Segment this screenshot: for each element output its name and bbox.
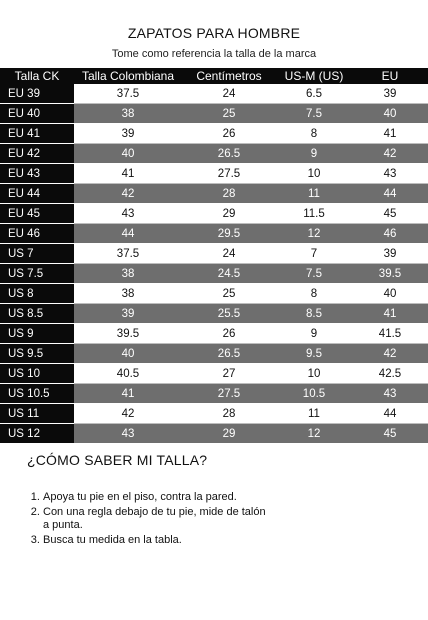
- table-cell: 40: [352, 284, 428, 304]
- table-cell: 27.5: [182, 164, 276, 184]
- row-header-cell: EU 45: [0, 204, 74, 224]
- row-header-cell: US 9: [0, 324, 74, 344]
- column-header: Talla CK: [0, 68, 74, 84]
- table-cell: 42: [352, 144, 428, 164]
- table-cell: 25: [182, 104, 276, 124]
- table-cell: 37.5: [74, 244, 182, 264]
- table-cell: 39.5: [74, 324, 182, 344]
- table-row: [0, 104, 428, 124]
- table-header-row: [0, 68, 428, 84]
- table-cell: 28: [182, 404, 276, 424]
- table-cell: 29: [182, 424, 276, 444]
- table-cell: 8: [276, 124, 352, 144]
- column-header: US-M (US): [276, 68, 352, 84]
- table-cell: 39.5: [352, 264, 428, 284]
- table-row: [0, 224, 428, 244]
- table-row: [0, 424, 428, 444]
- table-cell: 24: [182, 244, 276, 264]
- table-cell: 41: [352, 304, 428, 324]
- table-cell: 24: [182, 84, 276, 104]
- row-header-cell: US 10: [0, 364, 74, 384]
- table-cell: 27.5: [182, 384, 276, 404]
- table-cell: 11: [276, 184, 352, 204]
- table-cell: 7: [276, 244, 352, 264]
- table-cell: 12: [276, 224, 352, 244]
- table-row: [0, 304, 428, 324]
- table-cell: 41.5: [352, 324, 428, 344]
- table-cell: 26: [182, 324, 276, 344]
- table-cell: 43: [352, 164, 428, 184]
- table-cell: 38: [74, 264, 182, 284]
- page-title: ZAPATOS PARA HOMBRE: [127, 25, 301, 41]
- page-subtitle: Tome como referencia la talla de la marca: [111, 48, 317, 60]
- table-cell: 44: [352, 184, 428, 204]
- list-item: 1. Apoya tu pie en el piso, contra la pared.: [43, 491, 273, 504]
- row-header-cell: US 8: [0, 284, 74, 304]
- row-header-cell: US 7: [0, 244, 74, 264]
- table-row: [0, 184, 428, 204]
- table-row: [0, 204, 428, 224]
- table-cell: 45: [352, 424, 428, 444]
- table-cell: 40: [74, 344, 182, 364]
- table-cell: 40: [352, 104, 428, 124]
- table-cell: 42: [352, 344, 428, 364]
- table-cell: 39: [352, 84, 428, 104]
- row-header-cell: EU 44: [0, 184, 74, 204]
- table-cell: 11: [276, 404, 352, 424]
- table-cell: 38: [74, 284, 182, 304]
- row-header-cell: EU 43: [0, 164, 74, 184]
- table-row: [0, 384, 428, 404]
- table-cell: 9: [276, 324, 352, 344]
- table-cell: 7.5: [276, 104, 352, 124]
- table-cell: 40: [74, 144, 182, 164]
- table-cell: 10.5: [276, 384, 352, 404]
- table-row: [0, 164, 428, 184]
- column-header: EU: [352, 68, 428, 84]
- table-cell: 29: [182, 204, 276, 224]
- howto-steps: [27, 491, 273, 549]
- size-table: [0, 68, 428, 444]
- table-cell: 39: [74, 124, 182, 144]
- list-item: 3. Busca tu medida en la tabla.: [43, 534, 273, 547]
- table-cell: 42: [74, 404, 182, 424]
- table-row: [0, 84, 428, 104]
- howto-heading: ¿CÓMO SABER MI TALLA?: [27, 452, 208, 468]
- table-cell: 42.5: [352, 364, 428, 384]
- table-cell: 27: [182, 364, 276, 384]
- table-cell: 39: [74, 304, 182, 324]
- table-cell: 11.5: [276, 204, 352, 224]
- table-cell: 44: [352, 404, 428, 424]
- table-cell: 38: [74, 104, 182, 124]
- table-cell: 26: [182, 124, 276, 144]
- table-cell: 8.5: [276, 304, 352, 324]
- table-cell: 43: [74, 204, 182, 224]
- table-row: [0, 244, 428, 264]
- column-header: Centímetros: [182, 68, 276, 84]
- table-cell: 44: [74, 224, 182, 244]
- table-cell: 9: [276, 144, 352, 164]
- table-cell: 40.5: [74, 364, 182, 384]
- table-cell: 37.5: [74, 84, 182, 104]
- table-cell: 25.5: [182, 304, 276, 324]
- row-header-cell: US 9.5: [0, 344, 74, 364]
- column-header: Talla Colombiana: [74, 68, 182, 84]
- table-cell: 24.5: [182, 264, 276, 284]
- table-cell: 7.5: [276, 264, 352, 284]
- row-header-cell: EU 39: [0, 84, 74, 104]
- table-body: [0, 84, 428, 444]
- row-header-cell: EU 46: [0, 224, 74, 244]
- table-row: [0, 264, 428, 284]
- table-row: [0, 324, 428, 344]
- table-cell: 26.5: [182, 344, 276, 364]
- table-row: [0, 144, 428, 164]
- row-header-cell: EU 42: [0, 144, 74, 164]
- table-row: [0, 404, 428, 424]
- table-cell: 41: [74, 164, 182, 184]
- table-cell: 28: [182, 184, 276, 204]
- row-header-cell: US 7.5: [0, 264, 74, 284]
- table-cell: 26.5: [182, 144, 276, 164]
- table-cell: 29.5: [182, 224, 276, 244]
- row-header-cell: US 11: [0, 404, 74, 424]
- table-cell: 45: [352, 204, 428, 224]
- table-row: [0, 364, 428, 384]
- table-cell: 6.5: [276, 84, 352, 104]
- table-row: [0, 344, 428, 364]
- table-cell: 12: [276, 424, 352, 444]
- row-header-cell: US 10.5: [0, 384, 74, 404]
- list-item: 2. Con una regla debajo de tu pie, mide de talón a punta.: [43, 506, 273, 532]
- row-header-cell: US 12: [0, 424, 74, 444]
- table-cell: 41: [352, 124, 428, 144]
- table-cell: 41: [74, 384, 182, 404]
- row-header-cell: EU 40: [0, 104, 74, 124]
- table-cell: 46: [352, 224, 428, 244]
- table-cell: 25: [182, 284, 276, 304]
- table-cell: 42: [74, 184, 182, 204]
- row-header-cell: US 8.5: [0, 304, 74, 324]
- row-header-cell: EU 41: [0, 124, 74, 144]
- table-cell: 8: [276, 284, 352, 304]
- table-row: [0, 284, 428, 304]
- table-cell: 43: [74, 424, 182, 444]
- table-cell: 10: [276, 364, 352, 384]
- table-row: [0, 124, 428, 144]
- table-cell: 39: [352, 244, 428, 264]
- table-cell: 9.5: [276, 344, 352, 364]
- table-cell: 43: [352, 384, 428, 404]
- table-cell: 10: [276, 164, 352, 184]
